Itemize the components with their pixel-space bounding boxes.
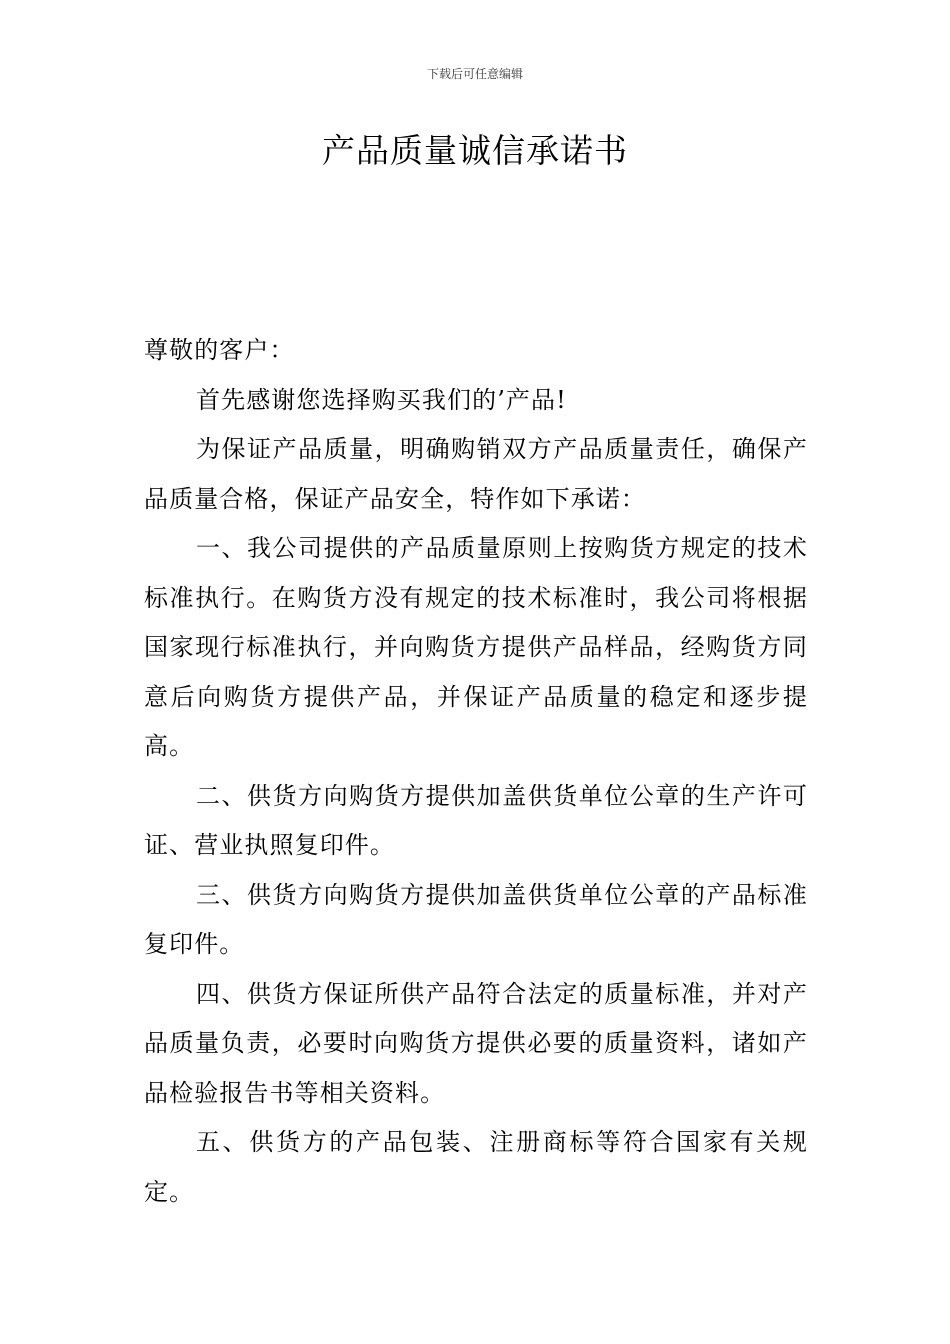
document-body xyxy=(144,326,808,1217)
paragraph-item-2: 二、供货方向购货方提供加盖供货单位公章的生产许可证、营业执照复印件。 xyxy=(144,781,808,859)
paragraph-item-3: 三、供货方向购货方提供加盖供货单位公章的产品标准复印件。 xyxy=(144,880,808,958)
paragraph-item-4: 四、供货方保证所供产品符合法定的质量标准，并对产品质量负责，必要时向购货方提供必要的质量资料，诸如产品检验报告书等相关资料。 xyxy=(144,979,808,1107)
paragraph-intro: 为保证产品质量，明确购销双方产品质量责任，确保产品质量合格，保证产品安全，特作如下承诺： xyxy=(144,435,808,513)
paragraph-item-1: 一、我公司提供的产品质量原则上按购货方规定的技术标准执行。在购货方没有规定的技术标准时，我公司将根据国家现行标准执行，并向购货方提供产品样品，经购货方同意后向购货方提供产品，并保证产品质量的稳定和逐步提高。 xyxy=(144,534,808,760)
paragraph-item-5: 五、供货方的产品包装、注册商标等符合国家有关规定。 xyxy=(144,1128,808,1206)
paragraph-thanks: 首先感谢您选择购买我们的’产品! xyxy=(196,385,567,414)
salutation: 尊敬的客户： xyxy=(144,336,295,364)
header-note: 下载后可任意编辑 xyxy=(426,67,523,81)
document-title: 产品质量诚信承诺书 xyxy=(322,131,628,170)
